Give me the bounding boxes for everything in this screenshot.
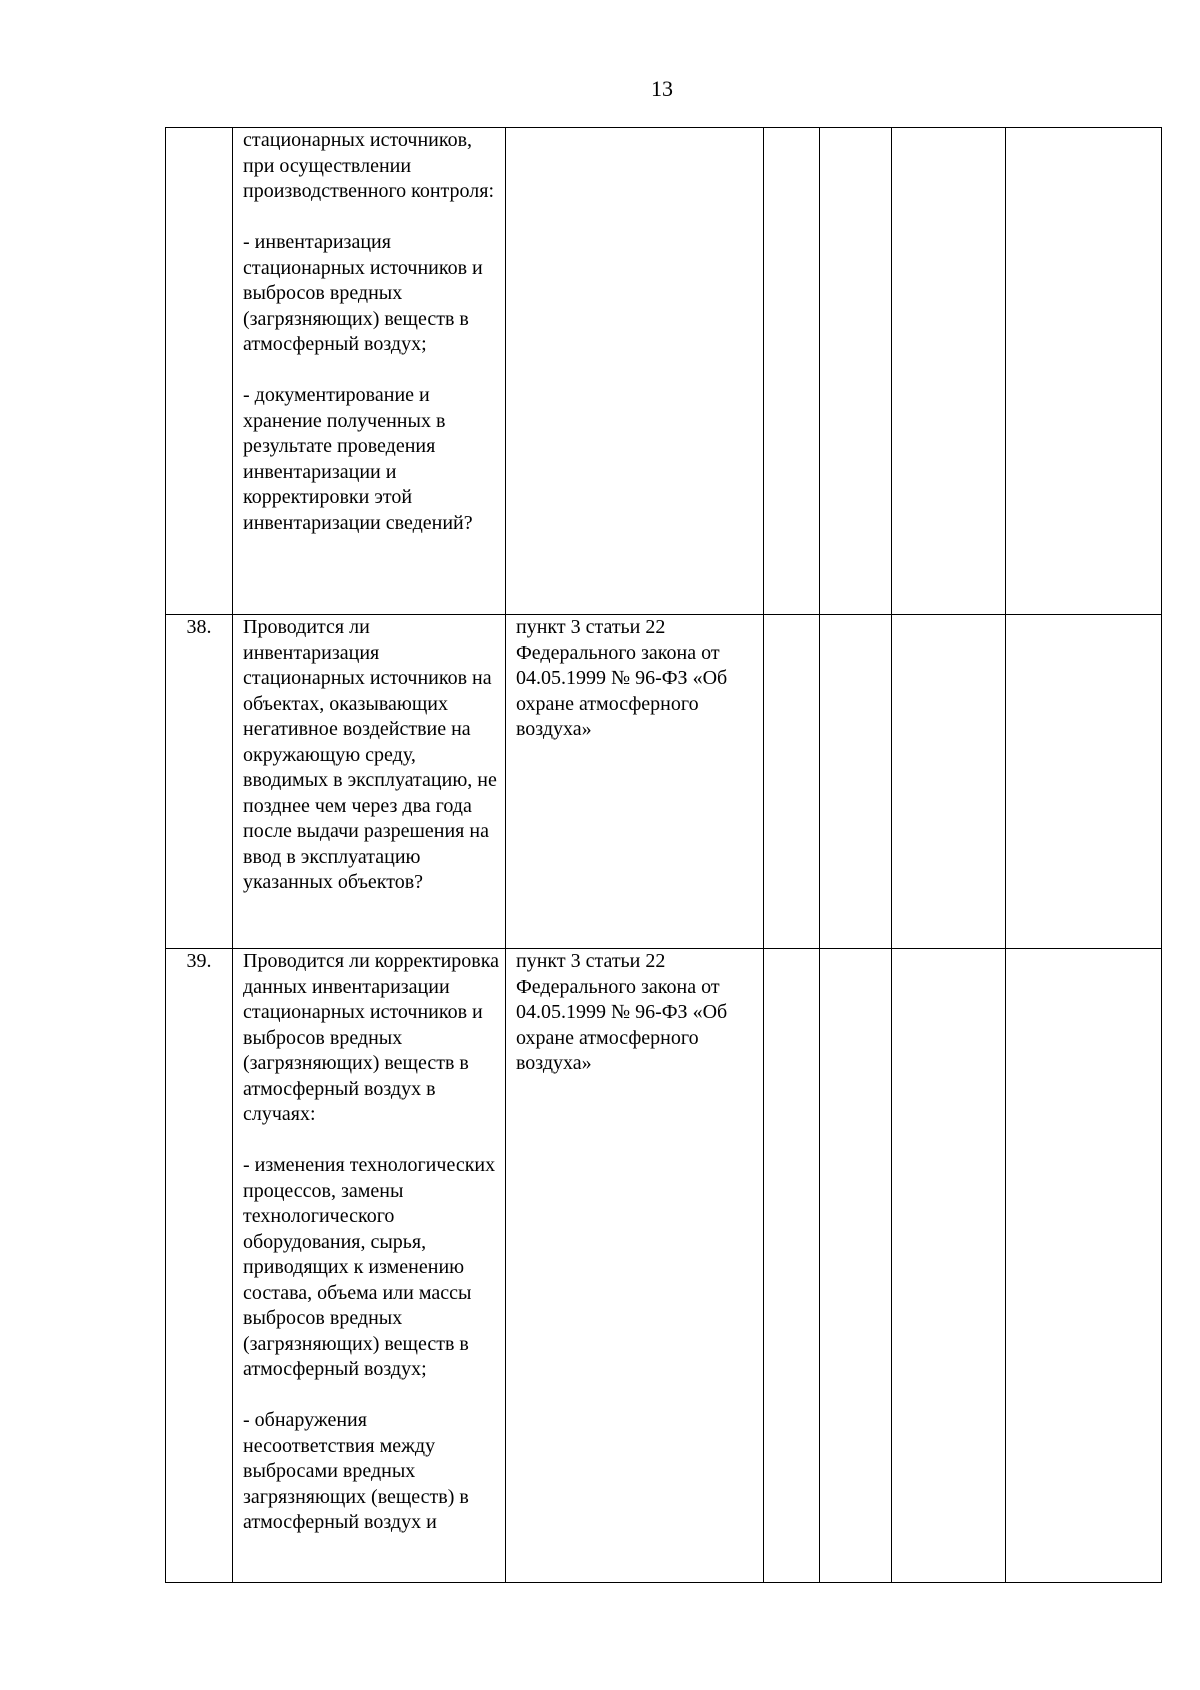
answer-yes-cell [764,949,820,1583]
answer-yes-cell [764,128,820,615]
question-paragraph: стационарных источников, при осуществлении производственного контроля: [243,129,495,202]
note-cell [1006,128,1162,615]
page-number: 13 [651,76,673,101]
question-paragraph: Проводится ли корректировка данных инвентаризации стационарных источников и выбросов вредных (загрязняющих) веществ в атмосферный воздух в случаях: [243,950,500,1125]
question-paragraph: - инвентаризация стационарных источников и выбросов вредных (загрязняющих) веществ в атмосферный воздух; [243,231,483,355]
question-cell [233,615,506,949]
row-number-cell [166,128,233,615]
table-row [166,949,1162,1583]
question-paragraph: Проводится ли инвентаризация стационарных источников на объектах, оказывающих негативное воздействие на окружающую среду, вводимых в эксплуатацию, не позднее чем через два года после выдачи разрешения на ввод в эксплуатацию указанных объектов? [243,616,497,893]
question-paragraph: - изменения технологических процессов, замены технологического оборудования, сырья, приводящих к изменению состава, объема или массы выбросов вредных (загрязняющих) веществ в атмосферный воздух; [243,1154,496,1380]
answer-na-cell [892,615,1006,949]
note-cell [1006,615,1162,949]
answer-na-cell [892,128,1006,615]
question-cell [233,949,506,1583]
row-number-cell: 39. [166,949,233,1583]
row-number-cell: 38. [166,615,233,949]
note-cell [1006,949,1162,1583]
checklist-table [165,127,1162,1583]
legal-basis-cell: пункт 3 статьи 22 Федерального закона от 04.05.1999 № 96-ФЗ «Об охране атмосферного воздуха» [506,949,764,1583]
question-paragraph: - обнаружения несоответствия между выбросами вредных загрязняющих (веществ) в атмосферный воздух и [243,1409,469,1533]
table-row [166,615,1162,949]
table-row [166,128,1162,615]
answer-no-cell [820,949,892,1583]
legal-basis-cell: пункт 3 статьи 22 Федерального закона от 04.05.1999 № 96-ФЗ «Об охране атмосферного воздуха» [506,615,764,949]
answer-yes-cell [764,615,820,949]
legal-basis-cell [506,128,764,615]
question-cell [233,128,506,615]
question-paragraph: - документирование и хранение полученных в результате проведения инвентаризации и корректировки этой инвентаризации сведений? [243,384,473,534]
answer-no-cell [820,615,892,949]
answer-no-cell [820,128,892,615]
answer-na-cell [892,949,1006,1583]
